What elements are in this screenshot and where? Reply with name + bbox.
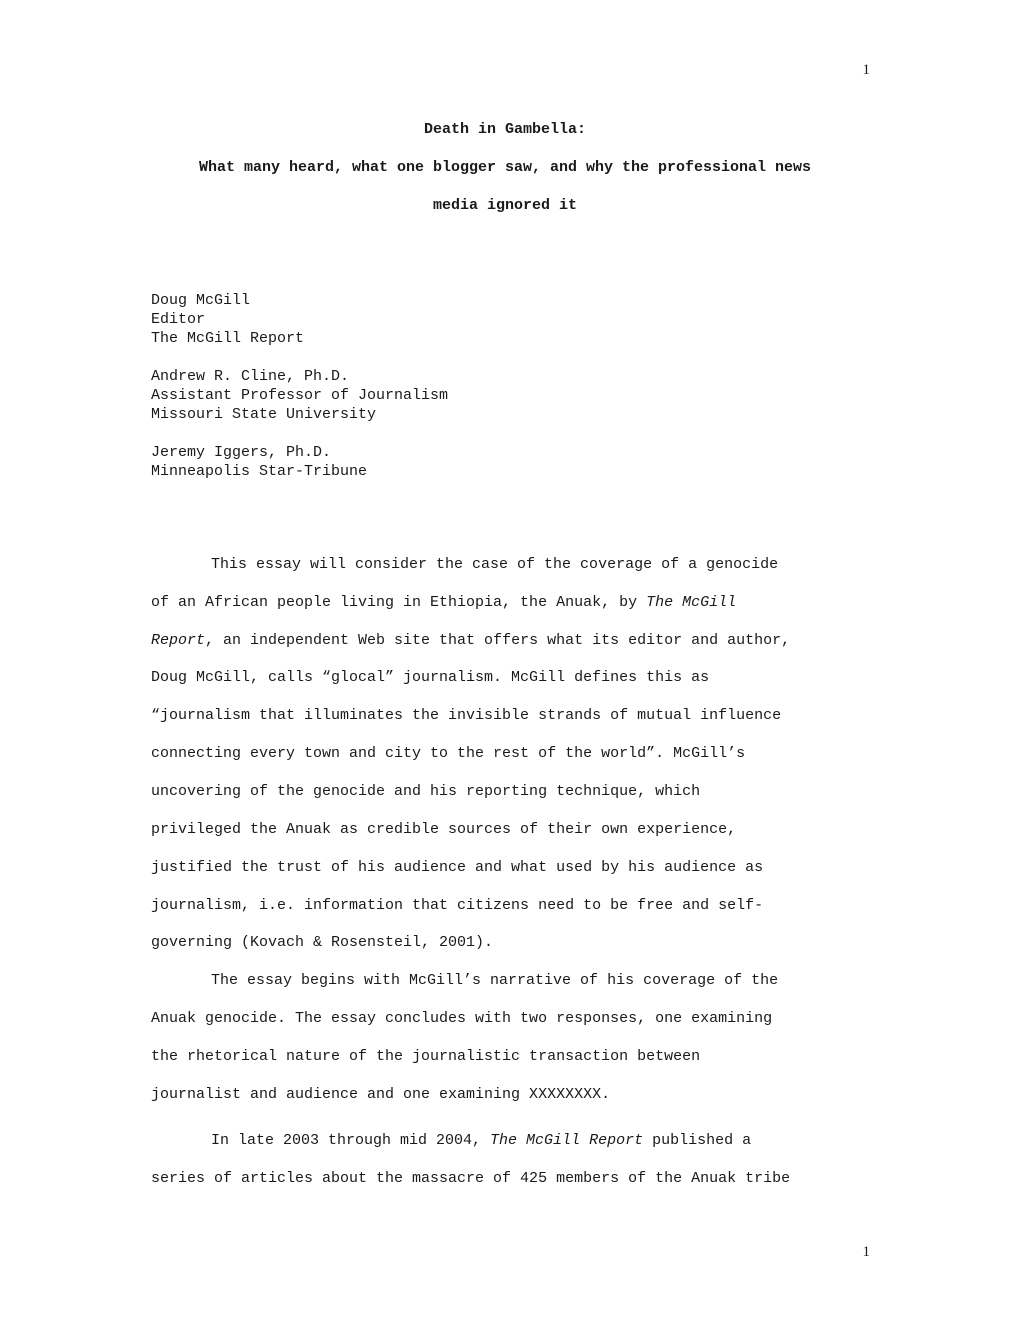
body-line-text: of an African people living in Ethiopia, the Anuak, by — [151, 594, 647, 611]
publication-title: The McGill — [646, 594, 737, 611]
body-line-text: , an independent Web site that offers what its editor and author, — [205, 632, 791, 649]
body-line — [211, 1132, 751, 1150]
body-line: the rhetorical nature of the journalistic transaction between — [151, 1048, 701, 1065]
title-line-2: What many heard, what one blogger saw, and why the professional news — [198, 159, 812, 176]
body-line — [151, 632, 790, 650]
publication-title: The McGill Report — [490, 1132, 644, 1149]
body-line: Anuak genocide. The essay concludes with two responses, one examining — [151, 1010, 773, 1027]
body-line: governing (Kovach & Rosensteil, 2001). — [151, 934, 494, 951]
body-line: connecting every town and city to the rest of the world”. McGill’s — [151, 745, 746, 762]
author-affiliation: The McGill Report — [151, 330, 305, 347]
author-block — [151, 291, 448, 348]
author-block — [151, 443, 448, 481]
body-line: Doug McGill, calls “glocal” journalism. McGill defines this as — [151, 669, 710, 686]
body-line: uncovering of the genocide and his reporting technique, which — [151, 783, 701, 800]
author-name: Doug McGill — [151, 292, 251, 309]
publication-title: Report — [151, 632, 206, 649]
author-name: Jeremy Iggers, Ph.D. — [151, 444, 332, 461]
body-line-text: In late 2003 through mid 2004, — [211, 1132, 491, 1149]
author-name: Andrew R. Cline, Ph.D. — [151, 368, 350, 385]
author-block — [151, 367, 448, 424]
body-line: justified the trust of his audience and what used by his audience as — [151, 859, 764, 876]
body-line: This essay will consider the case of the coverage of a genocide — [211, 556, 779, 573]
author-list — [151, 291, 448, 500]
author-role: Assistant Professor of Journalism — [151, 387, 449, 404]
body-line — [151, 594, 736, 612]
body-line: The essay begins with McGill’s narrative of his coverage of the — [211, 972, 779, 989]
author-affiliation: Minneapolis Star-Tribune — [151, 463, 368, 480]
author-role: Editor — [151, 311, 206, 328]
body-line: journalist and audience and one examining XXXXXXXX. — [151, 1086, 611, 1103]
header-page-number: 1 — [862, 62, 870, 78]
title-line-3: media ignored it — [432, 197, 578, 214]
footer-page-number: 1 — [862, 1244, 870, 1260]
body-line: “journalism that illuminates the invisible strands of mutual influence — [151, 707, 782, 724]
title-line-1: Death in Gambella: — [423, 121, 587, 138]
body-line: privileged the Anuak as credible sources of their own experience, — [151, 821, 737, 838]
body-line-text: published a — [643, 1132, 752, 1149]
body-line: series of articles about the massacre of 425 members of the Anuak tribe — [151, 1170, 791, 1187]
body-line: journalism, i.e. information that citizens need to be free and self- — [151, 897, 764, 914]
author-affiliation: Missouri State University — [151, 406, 377, 423]
